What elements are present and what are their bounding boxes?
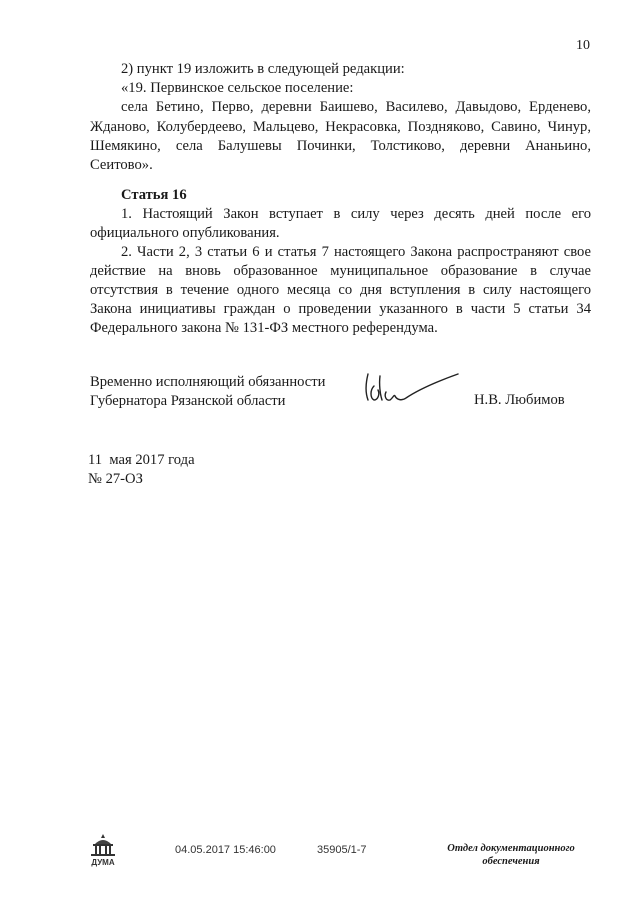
article-paragraph-line: официального опубликования. (90, 225, 280, 241)
amendment-line: села Бетино, Перво, деревни Баишево, Василево, Давыдово, Ерденево, (121, 99, 591, 115)
law-number: № 27-ОЗ (88, 471, 143, 487)
law-date: 11 мая 2017 года (88, 452, 195, 468)
handwritten-signature (360, 366, 470, 421)
signatory-name: Н.В. Любимов (474, 392, 565, 408)
amendment-line: Шемякино, села Балушевы Починки, Толстиково, деревни Ананьино, (90, 138, 591, 154)
article-paragraph-line: Закона инициативы граждан о проведении указанного в части 5 статьи 34 (90, 301, 591, 317)
department-stamp (436, 842, 586, 868)
article-paragraph-line: 1. Настоящий Закон вступает в силу через десять дней после его (121, 206, 591, 222)
page-number: 10 (576, 38, 590, 53)
article-heading: Статья 16 (121, 187, 187, 203)
article-paragraph-line: отсутствия в течение одного месяца со дня вступления в силу настоящего (90, 282, 591, 298)
amendment-item-heading: «19. Первинское сельское поселение: (121, 80, 354, 96)
amendment-line: Сеитово». (90, 157, 153, 173)
article-paragraph-line: Федерального закона № 131-ФЗ местного референдума. (90, 320, 438, 336)
duma-logo (83, 832, 123, 873)
registration-stamp (175, 844, 405, 856)
article-paragraph-line: 2. Части 2, 3 статьи 6 и статья 7 настоящего Закона распространяют свое (121, 244, 591, 260)
law-date-number (88, 451, 195, 489)
signatory-title (90, 373, 325, 411)
signatory-title-line: Губернатора Рязанской области (90, 393, 286, 409)
amendment-intro: 2) пункт 19 изложить в следующей редакции: (121, 61, 405, 77)
department-line: обеспечения (482, 856, 540, 867)
department-line: Отдел документационного (447, 843, 575, 854)
signatory-title-line: Временно исполняющий обязанности (90, 374, 326, 390)
article-paragraph-line: действие на вновь образованное муниципальное образование в случае (90, 263, 591, 279)
amendment-line: Жданово, Колубердеево, Мальцево, Некрасовка, Поздняково, Савино, Чинур, (90, 119, 591, 135)
registration-number: 35905/1-7 (317, 844, 367, 856)
registration-timestamp: 04.05.2017 15:46:00 (175, 844, 276, 856)
logo-text: ДУМА (91, 858, 115, 867)
